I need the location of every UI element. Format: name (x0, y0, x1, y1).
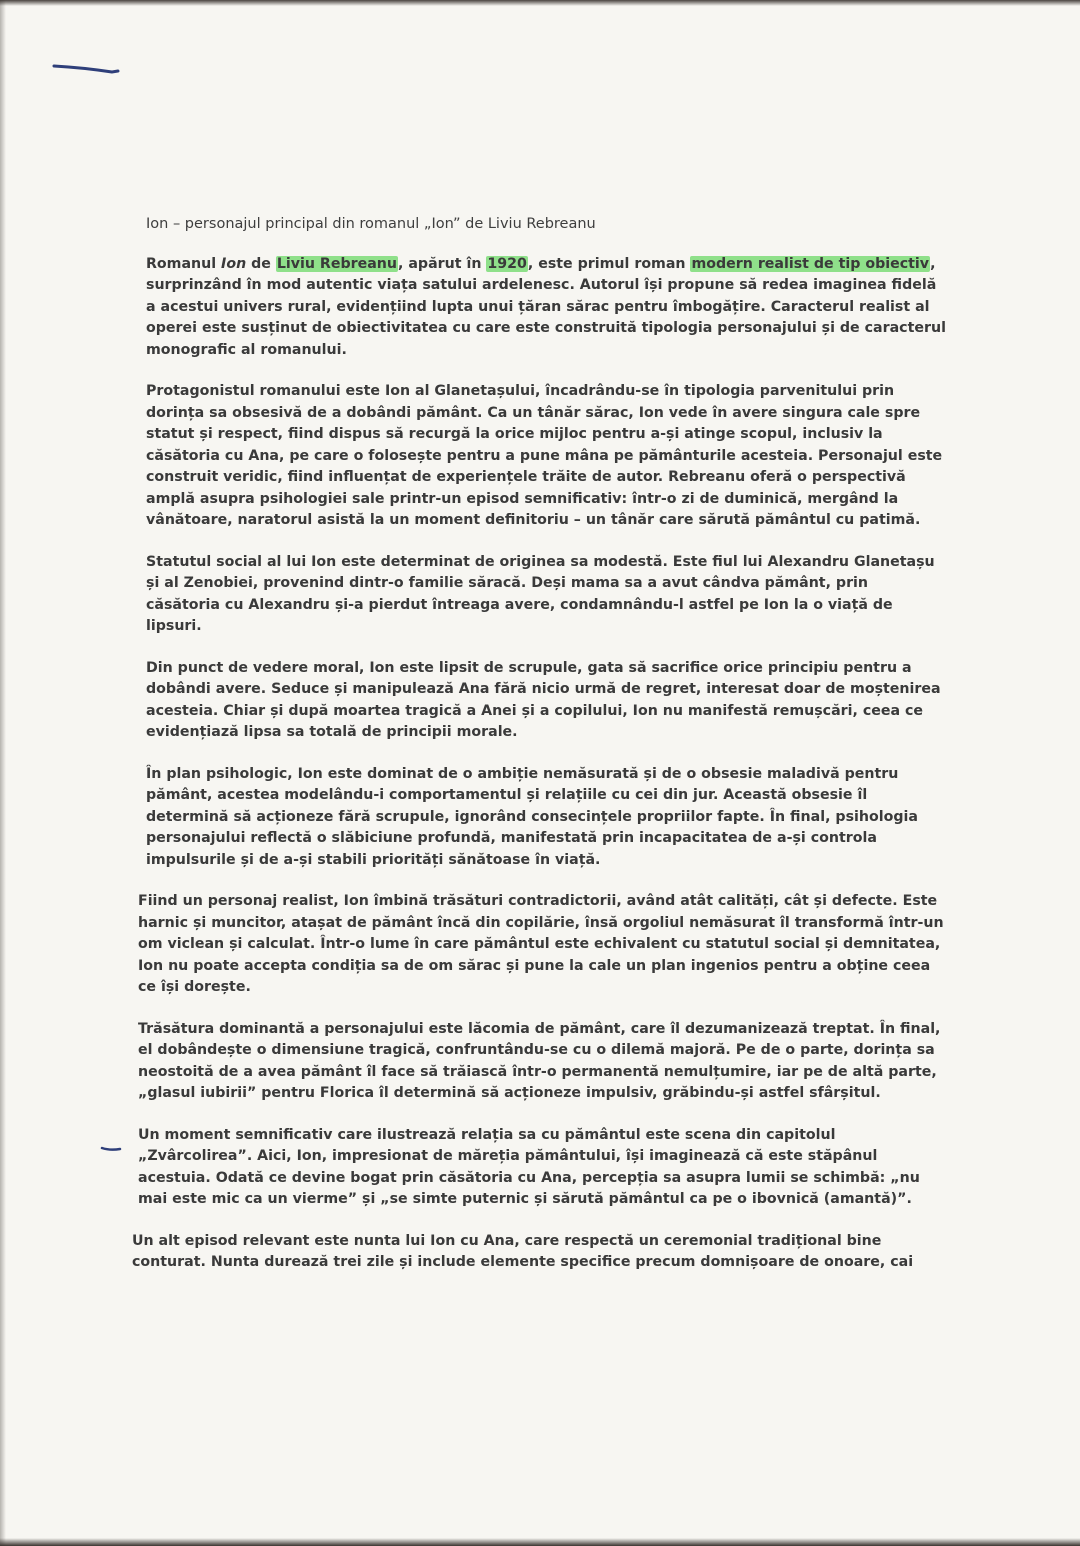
paragraph-moral: Din punct de vedere moral, Ion este lipsit de scrupule, gata să sacrifice orice principiu pentru a dobândi avere. Seduce și manipulează Ana fără nicio urmă de regret, interesat doar de moștenirea acesteia. Chiar și după moartea tragică a Anei și a copilului, Ion nu manifestă remușcări, ceea ce evidențiază lipsa sa totală de principii morale. (146, 659, 941, 740)
paragraph-dominant-trait: Trăsătura dominantă a personajului este lăcomia de pământ, care îl dezumanizează treptat. În final, el dobândește o dimensiune tragică, confruntându-se cu o dilemă majoră. Pe de o parte, dorința sa neostoită de a avea pământ îl face să trăiască într-o permanentă nemulțumire, iar pe de altă parte, „glasul iubirii” pentru Florica îl determină să acționeze impulsiv, grăbindu-și astfel sfârșitul. (138, 1020, 941, 1101)
page-left-edge (0, 0, 6, 1546)
document-body (132, 214, 946, 1294)
page-bottom-edge (0, 1538, 1080, 1546)
paragraph-realist-traits: Fiind un personaj realist, Ion îmbină trăsături contradictorii, având atât calități, cât și defecte. Este harnic și muncitor, atașat de pământ încă din copilărie, însă orgoliul nemăsurat îl transformă într-un om viclean și calculat. Într-o lume în care pământul este echivalent cu statutul social și demnitatea, Ion nu poate accepta condiția sa de om sărac și pune la cale un plan ingenios pentru a obține ceea ce își dorește. (138, 893, 944, 995)
margin-tick-mark (100, 1144, 124, 1154)
text-run: Romanul (146, 255, 222, 272)
paragraph-zvarcolirea: Un moment semnificativ care ilustrează relația sa cu pământul este scena din capitolul „Zvârcolirea”. Aici, Ion, impresionat de măreția pământului, își imaginează că este stăpânul acestuia. Odată ce devine bogat prin căsătoria cu Ana, percepția sa asupra lumii se schimbă: „nu mai este mic ca un vierme” și „se simte puternic și sărută pământul ca pe o ibovnică (amantă)”. (138, 1126, 920, 1207)
text-run: , apărut în (398, 255, 487, 272)
page-top-edge (0, 0, 1080, 6)
document-title: Ion – personajul principal din romanul „Ion” de Liviu Rebreanu (146, 216, 596, 232)
highlight-year: 1920 (487, 255, 527, 272)
paragraph-intro (146, 254, 946, 362)
novel-title: Ion (221, 255, 247, 272)
text-run: de (246, 255, 276, 272)
paragraph-wedding: Un alt episod relevant este nunta lui Ion cu Ana, care respectă un ceremonial tradițional bine conturat. Nunta durează trei zile și include elemente specifice precum domnișoare de onoare, cai (132, 1232, 914, 1270)
highlight-genre: modern realist de tip obiectiv (691, 255, 930, 272)
highlight-author: Liviu Rebreanu (276, 255, 398, 272)
pen-stroke-mark (52, 60, 122, 80)
paragraph-protagonist: Protagonistul romanului este Ion al Glanetașului, încadrându-se în tipologia parvenitului prin dorința sa obsesivă de a dobândi pământ. Ca un tânăr sărac, Ion vede în avere singura cale spre statut și respect, fiind dispus să recurgă la orice mijloc pentru a-și atinge scopul, inclusiv la căsătoria cu Ana, pe care o folosește pentru a pune mâna pe pământurile acesteia. Personajul este construit veridic, fiind influențat de experiențele trăite de autor. Rebreanu oferă o perspectivă amplă asupra psihologiei sale printr-un episod semnificativ: într-o zi de duminică, mergând la vânătoare, naratorul asistă la un moment definitoriu – un tânăr care sărută pământul cu patimă. (146, 383, 943, 528)
paragraph-social-status: Statutul social al lui Ion este determinat de originea sa modestă. Este fiul lui Alexandru Glanetașu și al Zenobiei, provenind dintr-o familie săracă. Deși mama sa a avut cândva pământ, prin căsătoria cu Alexandru și-a pierdut întreaga avere, condamnându-l astfel pe Ion la o viață de lipsuri. (146, 553, 935, 634)
text-run: , este primul roman (527, 255, 691, 272)
paragraph-psychological: În plan psihologic, Ion este dominat de o ambiție nemăsurată și de o obsesie maladivă pentru pământ, acestea modelându-i comportamentul și relațiile cu cei din jur. Această obsesie îl determină să acționeze fără scrupule, ignorând consecințele propriilor fapte. În final, psihologia personajului reflectă o slăbiciune profundă, manifestată prin incapacitatea de a-și controla impulsurile și de a-și stabili priorități sănătoase în viață. (146, 765, 918, 868)
text-run: , surprinzând în mod autentic viața satului ardelenesc. Autorul își propune să redea imaginea fidelă a acestui univers rural, evidențiind lupta unui țăran sărac pentru îmbogățire. Caracterul realist al operei este susținut de obiectivitatea cu care este construită tipologia personajului și de caracterul monografic al romanului. (146, 255, 946, 358)
